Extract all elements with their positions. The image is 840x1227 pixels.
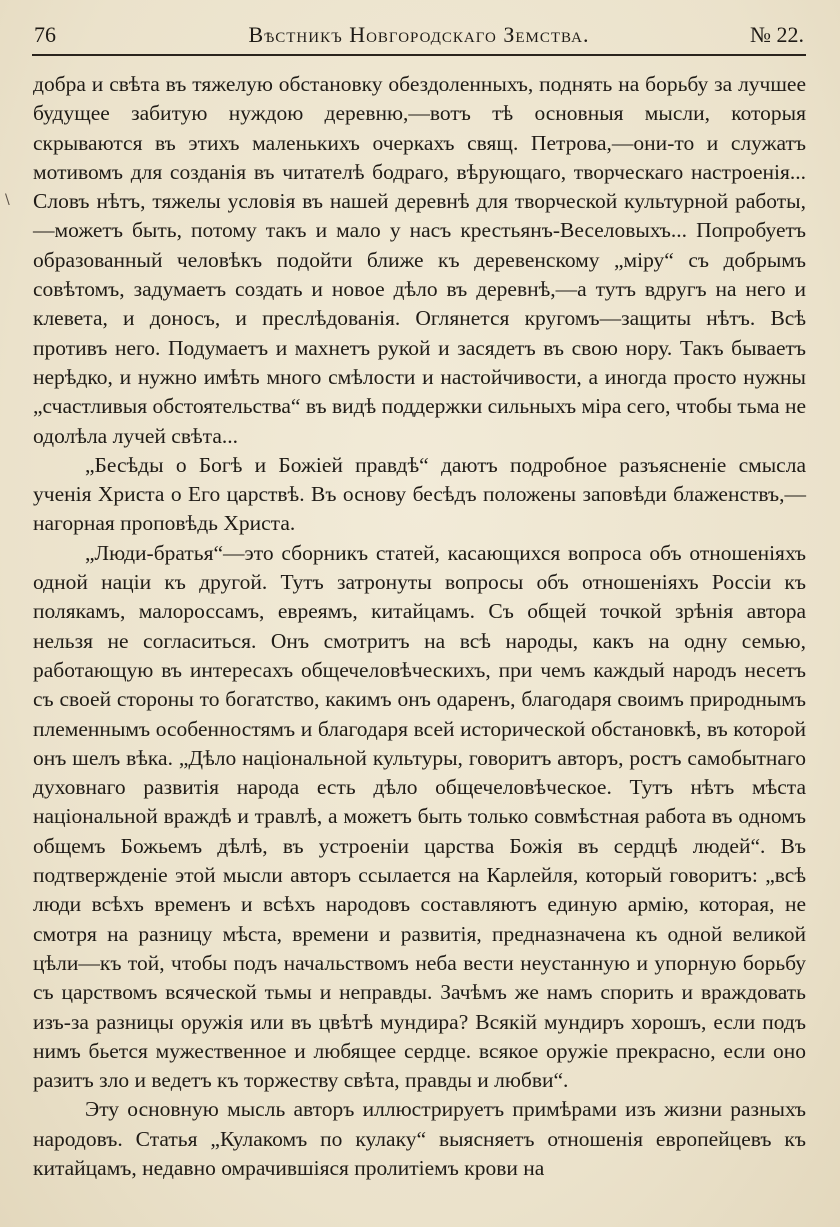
page-header xyxy=(34,22,804,52)
paragraph: добра и свѣта въ тяжелую обстановку обездоленныхъ, поднять на борьбу за лучшее будущее забитую нуждою деревню,—вотъ тѣ основныя мысли, которыя скрываются въ этихъ маленькихъ очеркахъ свящ. Петрова,—они-то и служатъ мотивомъ для созданія въ читателѣ бодраго, вѣрующаго, творческаго настроенія... Словъ нѣтъ, тяжелы условія въ нашей деревнѣ для творческой культурной работы,—можетъ быть, потому такъ и мало у насъ крестьянъ-Веселовыхъ... Попробуетъ образованный человѣкъ подойти ближе къ деревенскому „міру“ съ добрымъ совѣтомъ, задумаетъ создать и новое дѣло въ деревнѣ,—а тутъ вдругъ на него и клевета, и доносъ, и преслѣдованія. Оглянется кругомъ—защиты нѣтъ. Всѣ противъ него. Подумаетъ и махнетъ рукой и засядетъ въ свою нору. Такъ бываетъ нерѣдко, и нужно имѣть много смѣлости и настойчивости, а иногда просто нужны „счастливыя обстоятельства“ въ видѣ поддержки сильныхъ міра сего, чтобы тьма не одолѣла лучей свѣта... xyxy=(33,72,806,448)
page-number: 76 xyxy=(34,22,56,47)
paragraph: „Люди-братья“—это сборникъ статей, касающихся вопроса объ отношеніяхъ одной націи къ другой. Тутъ затронуты вопросы объ отношеніяхъ Россіи къ полякамъ, малороссамъ, евреямъ, китайцамъ. Съ общей точкой зрѣнія автора нельзя не согласиться. Онъ смотритъ на всѣ народы, какъ на одну семью, работающую въ интересахъ общечеловѣческихъ, при чемъ каждый народъ несетъ съ своей стороны то богатство, какимъ онъ одаренъ, благодаря своимъ природнымъ племеннымъ особенностямъ и благодаря всей исторической обстановкѣ, въ которой онъ шелъ вѣка. „Дѣло національной культуры, говоритъ авторъ, ростъ самобытнаго духовнаго развитія народа есть дѣло общечеловѣческое. Тутъ нѣтъ мѣста національной враждѣ и травлѣ, а можетъ быть только совмѣстная работа въ одномъ общемъ Божьемъ дѣлѣ, въ устроеніи царства Божія въ сердцѣ людей“. Въ подтвержденіе этой мысли авторъ ссылается на Карлейля, который говоритъ: „всѣ люди всѣхъ временъ и всѣхъ народовъ составляютъ единую армію, которая, не смотря на разницу мѣста, времени и развитія, предназначена къ одной великой цѣли—къ той, чтобы подъ начальствомъ неба вести неустанную и упорную борьбу съ царствомъ всяческой тьмы и неправды. Зачѣмъ же намъ спорить и враждовать изъ-за разницы оружія или въ цвѣтѣ мундира? Всякій мундиръ хорошъ, если подъ нимъ бьется мужественное и любящее сердце. всякое оружіе прекрасно, если оно разитъ зло и ведетъ къ торжеству свѣта, правды и любви“. xyxy=(33,540,806,1093)
article-body xyxy=(33,70,806,1183)
header-rule xyxy=(32,54,806,56)
paragraph: „Бесѣды о Богѣ и Божіей правдѣ“ даютъ подробное разъясненіе смысла ученія Христа о Его царствѣ. Въ основу бесѣдъ положены заповѣди блаженствъ,—нагорная проповѣдь Христа. xyxy=(33,452,806,536)
journal-title: Вѣстникъ Новгородскаго Земства. xyxy=(248,22,590,47)
margin-mark: \ xyxy=(5,192,10,208)
issue-number: № 22. xyxy=(750,22,804,47)
paragraph: Эту основную мысль авторъ иллюстрируетъ примѣрами изъ жизни разныхъ народовъ. Статья „Кулакомъ по кулаку“ выясняетъ отношенія европейцевъ къ китайцамъ, недавно омрачившіяся пролитіемъ крови на xyxy=(33,1097,806,1180)
